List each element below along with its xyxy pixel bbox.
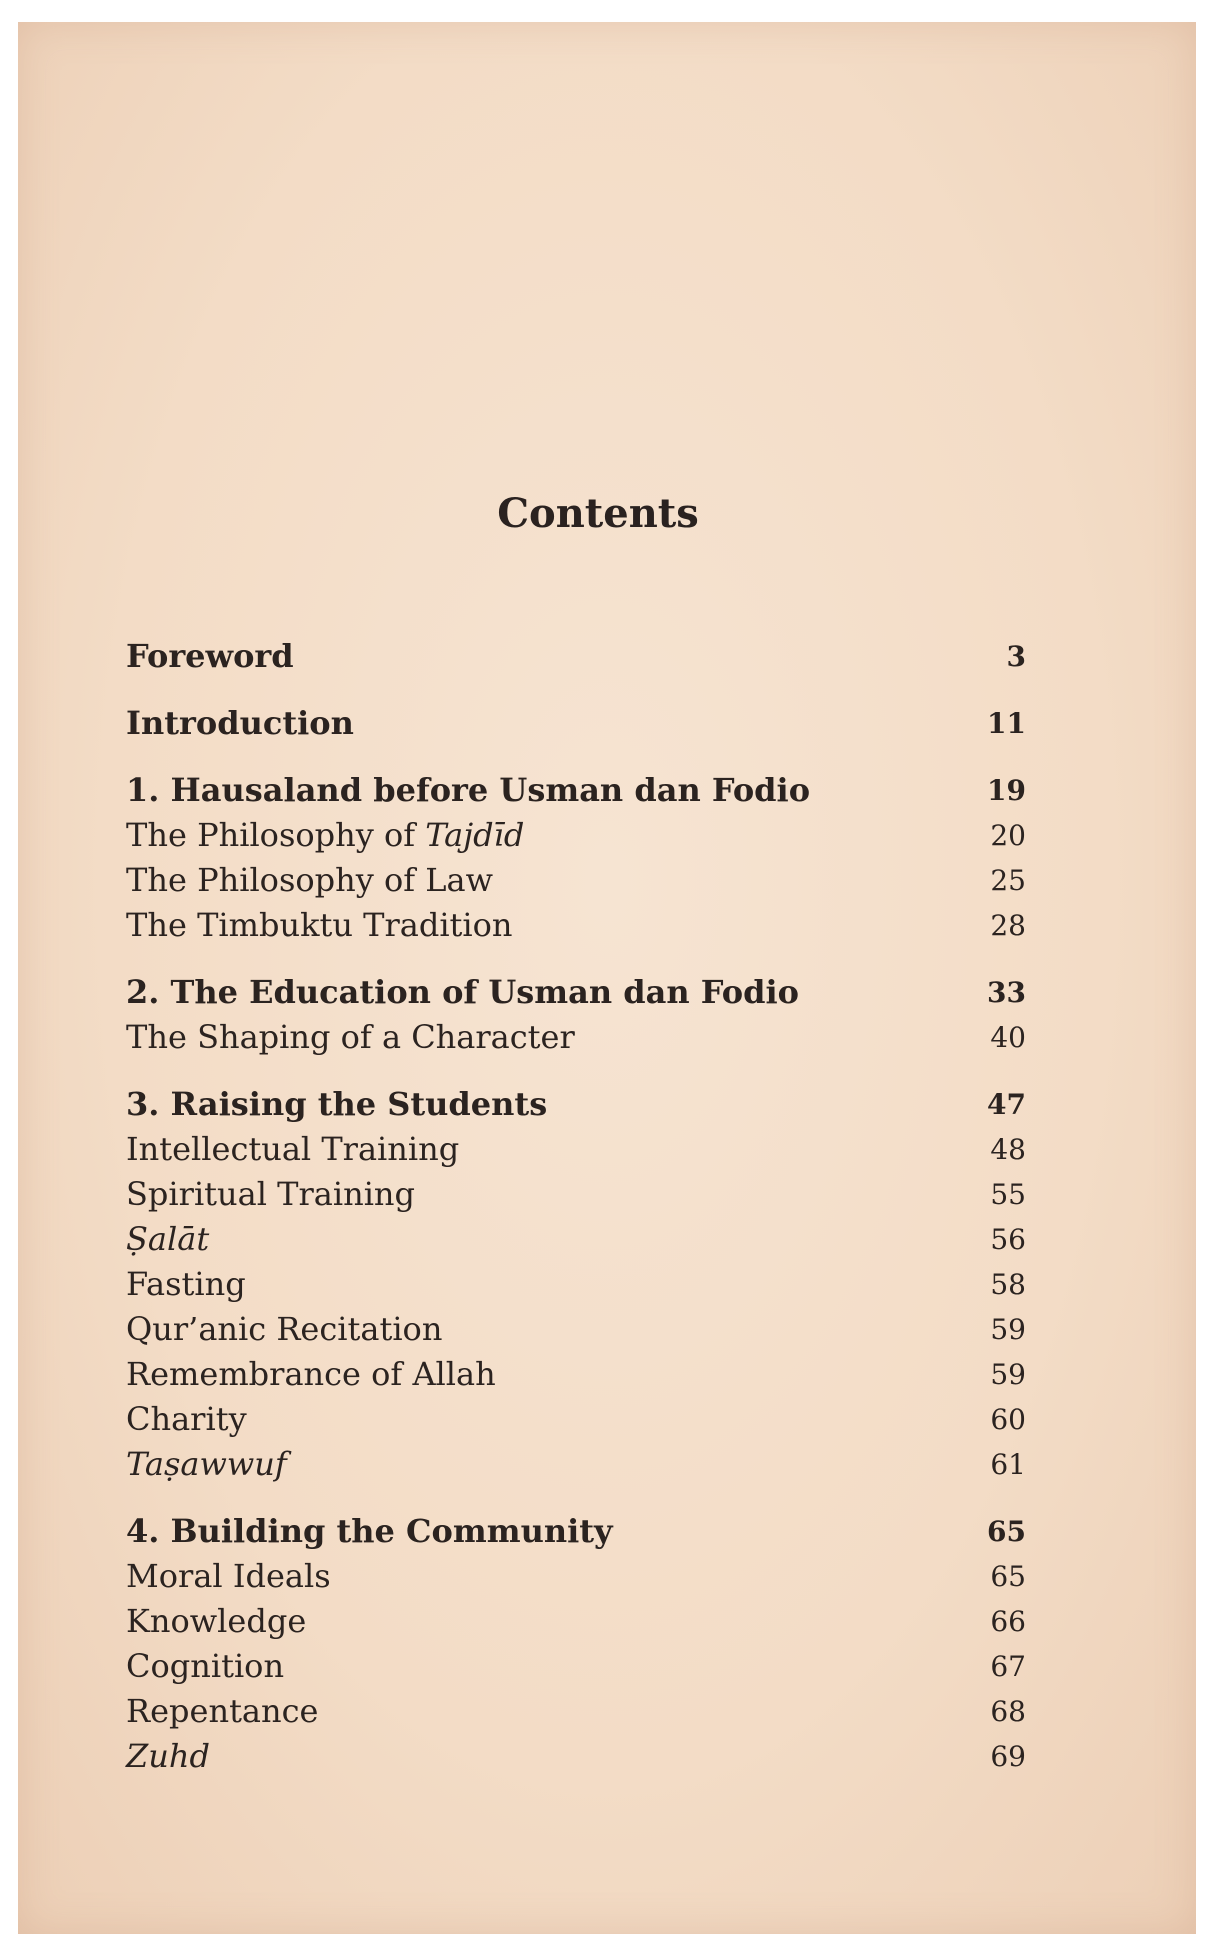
toc-entry-page: 56 — [990, 1223, 1026, 1256]
toc-section — [126, 813, 1026, 858]
toc-section — [126, 1397, 1026, 1442]
toc-section — [126, 903, 1026, 948]
toc-entry-label: Intellectual Training — [126, 1130, 460, 1168]
toc-entry-page: 66 — [990, 1605, 1026, 1638]
toc-section — [126, 858, 1026, 903]
toc-entry-label: Qur’anic Recitation — [126, 1310, 443, 1348]
toc-entry-label: The Shaping of a Character — [126, 1018, 575, 1056]
toc-entry-label: Cognition — [126, 1647, 285, 1685]
toc-entry-page: 68 — [990, 1695, 1026, 1728]
toc-section — [126, 1734, 1026, 1779]
toc-entry-page: 61 — [990, 1448, 1026, 1481]
toc-entry-label: The Philosophy of Law — [126, 861, 493, 899]
toc-entry-page: 48 — [990, 1133, 1026, 1166]
toc-entry-label: Moral Ideals — [126, 1557, 331, 1595]
toc-entry-label: Introduction — [126, 704, 354, 742]
toc-entry-label: Repentance — [126, 1692, 319, 1730]
toc-entry-label: 1. Hausaland before Usman dan Fodio — [126, 771, 811, 809]
toc-section — [126, 1307, 1026, 1352]
toc-chapter-4 — [126, 1509, 1026, 1554]
toc-entry-label: Spiritual Training — [126, 1175, 416, 1213]
toc-entry-label: 2. The Education of Usman dan Fodio — [126, 973, 799, 1011]
toc-entry-page: 59 — [990, 1313, 1026, 1346]
toc-entry-page: 25 — [990, 864, 1026, 897]
toc-entry-foreword — [126, 634, 1026, 679]
toc-entry-label: 3. Raising the Students — [126, 1085, 548, 1123]
toc-entry-page: 20 — [990, 819, 1026, 852]
toc-entry-page: 59 — [990, 1358, 1026, 1391]
toc-entry-label: Remembrance of Allah — [126, 1355, 496, 1393]
toc-entry-page: 11 — [987, 707, 1026, 740]
toc-entry-label: 4. Building the Community — [126, 1512, 613, 1550]
toc-chapter-2 — [126, 970, 1026, 1015]
page-title: Contents — [497, 490, 699, 537]
toc-entry-page: 65 — [987, 1515, 1026, 1548]
toc-entry-page: 33 — [987, 976, 1026, 1009]
toc-entry-page: 65 — [990, 1560, 1026, 1593]
toc-entry-page: 69 — [990, 1740, 1026, 1773]
toc-section — [126, 1644, 1026, 1689]
toc-entry-label: Fasting — [126, 1265, 246, 1303]
toc-section — [126, 1554, 1026, 1599]
toc-entry-page: 58 — [990, 1268, 1026, 1301]
book-page — [18, 22, 1196, 1934]
toc-entry-page: 55 — [990, 1178, 1026, 1211]
toc-entry-page: 67 — [990, 1650, 1026, 1683]
toc-entry-label: Taṣawwuf — [126, 1445, 287, 1483]
toc-entry-label: Charity — [126, 1400, 247, 1438]
toc-entry-page: 28 — [990, 909, 1026, 942]
toc-entry-page: 60 — [990, 1403, 1026, 1436]
toc-section — [126, 1352, 1026, 1397]
toc-entry-label: Knowledge — [126, 1602, 307, 1640]
toc-section — [126, 1689, 1026, 1734]
toc-entry-label: Zuhd — [126, 1737, 210, 1775]
toc-section — [126, 1262, 1026, 1307]
toc-chapter-3 — [126, 1082, 1026, 1127]
table-of-contents — [126, 634, 1026, 1779]
toc-entry-introduction — [126, 701, 1026, 746]
toc-entry-label: Foreword — [126, 637, 294, 675]
toc-chapter-1 — [126, 768, 1026, 813]
toc-entry-page: 40 — [990, 1021, 1026, 1054]
toc-entry-page: 3 — [1006, 640, 1026, 673]
toc-section — [126, 1442, 1026, 1487]
toc-entry-label: The Timbuktu Tradition — [126, 906, 513, 944]
toc-section — [126, 1599, 1026, 1644]
toc-entry-page: 47 — [987, 1088, 1026, 1121]
toc-section — [126, 1217, 1026, 1262]
toc-section — [126, 1172, 1026, 1217]
toc-entry-label: The Philosophy of Tajdīd — [126, 816, 525, 854]
toc-entry-label: Ṣalāt — [126, 1220, 210, 1258]
toc-section — [126, 1127, 1026, 1172]
toc-section — [126, 1015, 1026, 1060]
toc-entry-page: 19 — [987, 774, 1026, 807]
